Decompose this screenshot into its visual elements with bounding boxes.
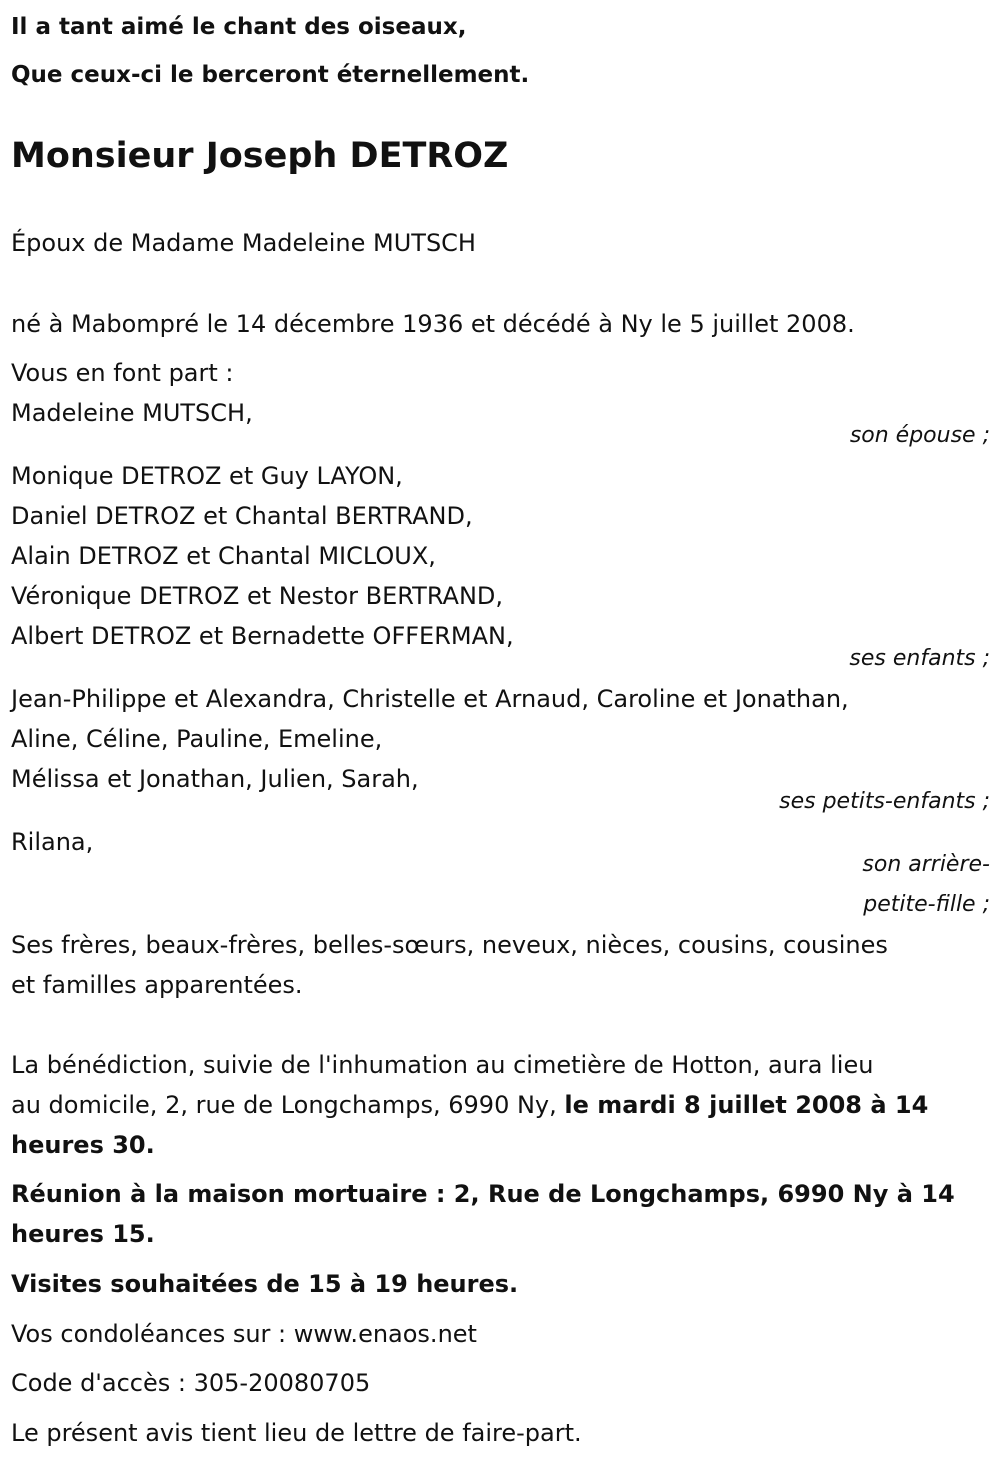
birth-death-line: né à Mabompré le 14 décembre 1936 et décédé à Ny le 5 juillet 2008. (11, 310, 855, 338)
child-line-1: Monique DETROZ et Guy LAYON, (11, 462, 403, 490)
grandchildren-role: ses petits-enfants ; (779, 789, 990, 814)
visits-line: Visites souhaitées de 15 à 19 heures. (11, 1270, 519, 1298)
family-line-1: Ses frères, beaux-frères, belles-sœurs, neveux, nièces, cousins, cousines (11, 931, 888, 959)
grandchildren-line-3: Mélissa et Jonathan, Julien, Sarah, (11, 765, 419, 793)
meeting-line-1: Réunion à la maison mortuaire : 2, Rue de Longchamps, 6990 Ny à 14 (11, 1180, 955, 1208)
closing-line: Le présent avis tient lieu de lettre de faire-part. (11, 1419, 582, 1447)
wife-name: Madeleine MUTSCH, (11, 399, 253, 427)
child-line-5: Albert DETROZ et Bernadette OFFERMAN, (11, 622, 514, 650)
child-line-2: Daniel DETROZ et Chantal BERTRAND, (11, 502, 473, 530)
wife-role: son épouse ; (849, 423, 990, 448)
deceased-name: Monsieur Joseph DETROZ (11, 136, 509, 176)
grandchildren-line-2: Aline, Céline, Pauline, Emeline, (11, 725, 383, 753)
children-role: ses enfants ; (849, 646, 990, 671)
access-code-line: Code d'accès : 305-20080705 (11, 1369, 371, 1397)
great-grandchild-role-line-2: petite-fille ; (863, 892, 990, 917)
condolences-line: Vos condoléances sur : www.enaos.net (11, 1320, 477, 1348)
ceremony-time: heures 30. (11, 1131, 155, 1159)
epitaph-line-1: Il a tant aimé le chant des oiseaux, (11, 14, 467, 40)
great-grandchild-name: Rilana, (11, 828, 94, 856)
ceremony-address: au domicile, 2, rue de Longchamps, 6990 Ny, (11, 1091, 565, 1119)
announcers-intro: Vous en font part : (11, 359, 234, 387)
child-line-3: Alain DETROZ et Chantal MICLOUX, (11, 542, 436, 570)
meeting-line-2: heures 15. (11, 1220, 155, 1248)
family-line-2: et familles apparentées. (11, 971, 303, 999)
spouse-line: Époux de Madame Madeleine MUTSCH (11, 229, 476, 257)
child-line-4: Véronique DETROZ et Nestor BERTRAND, (11, 582, 504, 610)
ceremony-line-2 (11, 1090, 928, 1120)
epitaph-line-2: Que ceux-ci le berceront éternellement. (11, 62, 530, 88)
grandchildren-line-1: Jean-Philippe et Alexandra, Christelle et Arnaud, Caroline et Jonathan, (11, 685, 849, 713)
great-grandchild-role-line-1: son arrière- (862, 852, 990, 877)
ceremony-line-1: La bénédiction, suivie de l'inhumation au cimetière de Hotton, aura lieu (11, 1051, 874, 1079)
ceremony-date: le mardi 8 juillet 2008 à 14 (564, 1091, 929, 1119)
